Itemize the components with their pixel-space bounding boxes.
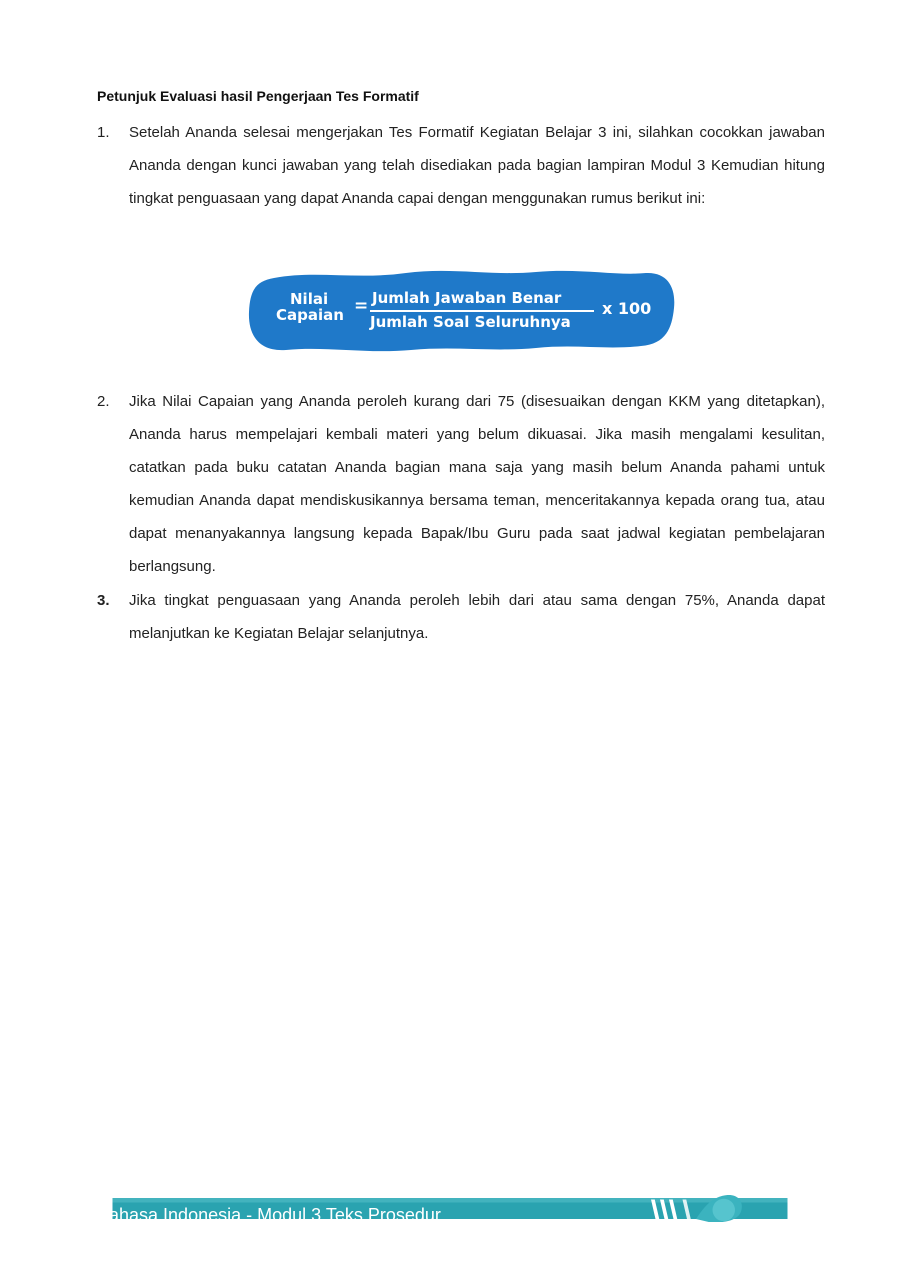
- formula-equals: =: [354, 296, 369, 316]
- list-number: 3.: [97, 592, 110, 609]
- page-number: 38: [806, 1205, 824, 1222]
- list-item-1: [97, 116, 825, 215]
- list-item-2: [97, 385, 825, 583]
- list-number: 2.: [97, 393, 110, 410]
- formula-denominator: Jumlah Soal Seluruhnya: [370, 313, 571, 331]
- list-number: 1.: [97, 124, 110, 141]
- list-text: Setelah Ananda selesai mengerjakan Tes Formatif Kegiatan Belajar 3 ini, silahkan cocokkan jawaban Ananda dengan kunci jawaban yang telah disediakan pada bagian lampiran Modul 3 Kemudian hitung tingkat penguasaan yang dapat Ananda capai dengan menggunakan rumus berikut ini:: [129, 124, 825, 207]
- formula-multiplier: x 100: [602, 299, 652, 318]
- formula-banner: [246, 264, 676, 356]
- list-text: Jika tingkat penguasaan yang Ananda peroleh lebih dari atau sama dengan 75%, Ananda dapat melanjutkan ke Kegiatan Belajar selanjutnya.: [129, 592, 825, 642]
- section-heading: Petunjuk Evaluasi hasil Pengerjaan Tes Formatif: [97, 88, 419, 104]
- list-item-3: [97, 584, 825, 650]
- formula-lhs-line2: Capaian: [276, 306, 344, 324]
- formula-lhs-line1: Nilai: [290, 290, 329, 308]
- fraction-bar: [370, 310, 594, 312]
- formula-numerator: Jumlah Jawaban Benar: [372, 289, 562, 307]
- footer-title: Bahasa Indonesia - Modul 3 Teks Prosedur: [97, 1205, 441, 1225]
- list-text: Jika Nilai Capaian yang Ananda peroleh kurang dari 75 (disesuaikan dengan KKM yang ditetapkan), Ananda harus mempelajari kembali materi yang belum dikuasai. Jika masih mengalami kesulitan, catatkan pada buku catatan Ananda bagian mana saja yang masih belum Ananda pahami untuk kemudian Ananda dapat mendiskusikannya bersama teman, menceritakannya kepada orang tua, atau dapat menanyakannya langsung kepada Bapak/Ibu Guru pada saat jadwal kegiatan pembelajaran berlangsung.: [129, 393, 825, 575]
